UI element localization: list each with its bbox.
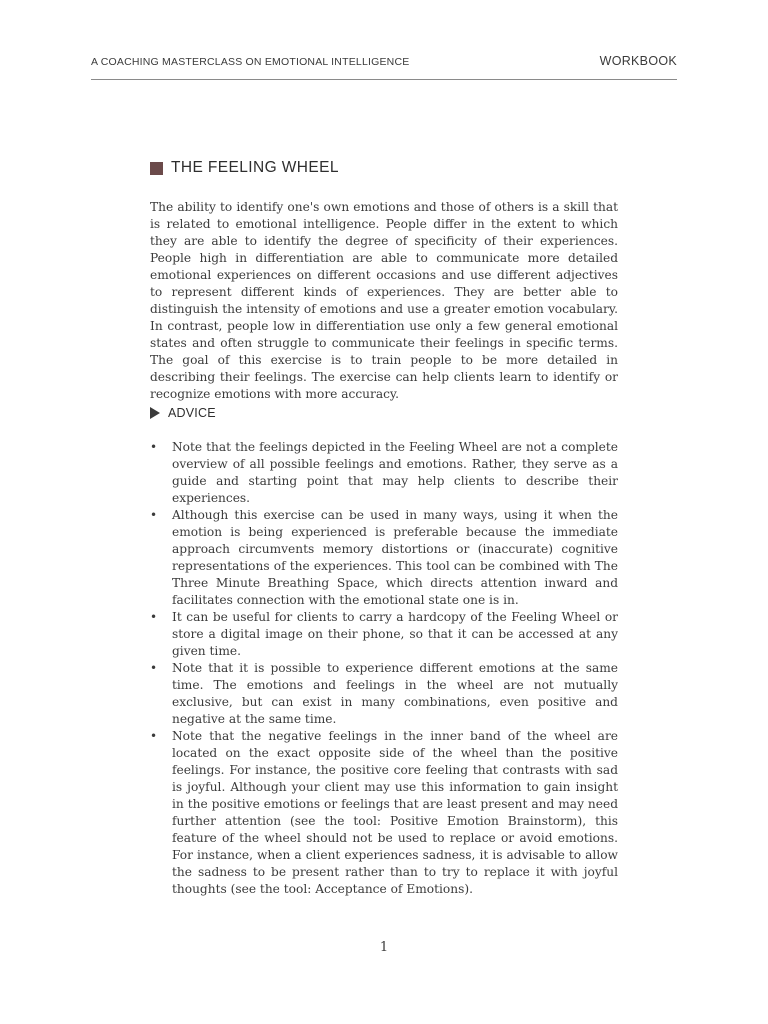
- list-item: [150, 609, 618, 660]
- bullet-icon: •: [150, 440, 158, 454]
- bullet-icon: •: [150, 610, 158, 624]
- advice-heading-row: [150, 404, 216, 422]
- list-item: [150, 439, 618, 507]
- section-title-row: [150, 158, 339, 178]
- bullet-icon: •: [150, 729, 158, 743]
- advice-heading: ADVICE: [168, 406, 216, 420]
- bullet-icon: •: [150, 661, 158, 675]
- page-number: 1: [379, 940, 389, 955]
- list-item: [150, 507, 618, 609]
- header-workbook-label: WORKBOOK: [599, 54, 677, 68]
- list-item: [150, 728, 618, 898]
- list-item-text: Note that the negative feelings in the inner band of the wheel are located on the exact opposite side of the wheel than the positive feelings. For instance, the positive core feeling that contrasts with sad is joyful. Although your client may use this information to gain insight in the positive emotions or feelings that are least present and may need further attention (see the tool: Positive Emotion Brainstorm), this feature of the wheel should not be used to replace or avoid emotions. For instance, when a client experiences sadness, it is advisable to allow the sadness to be present rather than to try to replace it with joyful thoughts (see the tool: Acceptance of Emotions).: [172, 729, 618, 896]
- list-item-text: Although this exercise can be used in many ways, using it when the emotion is being experienced is preferable because the immediate approach circumvents memory distortions or (inaccurate) cognitive representations of the experiences. This tool can be combined with The Three Minute Breathing Space, which directs attention inward and facilitates connection with the emotional state one is in.: [172, 508, 618, 607]
- header-book-title: A COACHING MASTERCLASS ON EMOTIONAL INTELLIGENCE: [91, 56, 410, 68]
- list-item-text: It can be useful for clients to carry a hardcopy of the Feeling Wheel or store a digital image on their phone, so that it can be accessed at any given time.: [172, 610, 618, 658]
- bullet-icon: •: [150, 508, 158, 522]
- running-header: [91, 52, 677, 80]
- list-item-text: Note that it is possible to experience different emotions at the same time. The emotions and feelings in the wheel are not mutually exclusive, but can exist in many combinations, even positive and negative at the same time.: [172, 661, 618, 726]
- list-item-text: Note that the feelings depicted in the Feeling Wheel are not a complete overview of all possible feelings and emotions. Rather, they serve as a guide and starting point that may help clients to describe their experiences.: [172, 440, 618, 505]
- intro-paragraph: The ability to identify one's own emotions and those of others is a skill that is related to emotional intelligence. People differ in the extent to which they are able to identify the degree of specificity of their experiences. People high in differentiation are able to communicate more detailed emotional experiences on different occasions and use different adjectives to represent different kinds of experiences. They are better able to distinguish the intensity of emotions and use a greater emotion vocabulary. In contrast, people low in differentiation use only a few general emotional states and often struggle to communicate their feelings in specific terms. The goal of this exercise is to train people to be more detailed in describing their feelings. The exercise can help clients learn to identify or recognize emotions with more accuracy.: [150, 200, 618, 401]
- square-bullet-icon: [150, 162, 163, 175]
- section-title: THE FEELING WHEEL: [171, 159, 339, 176]
- advice-list: [150, 439, 618, 898]
- list-item: [150, 660, 618, 728]
- triangle-right-icon: [150, 407, 160, 419]
